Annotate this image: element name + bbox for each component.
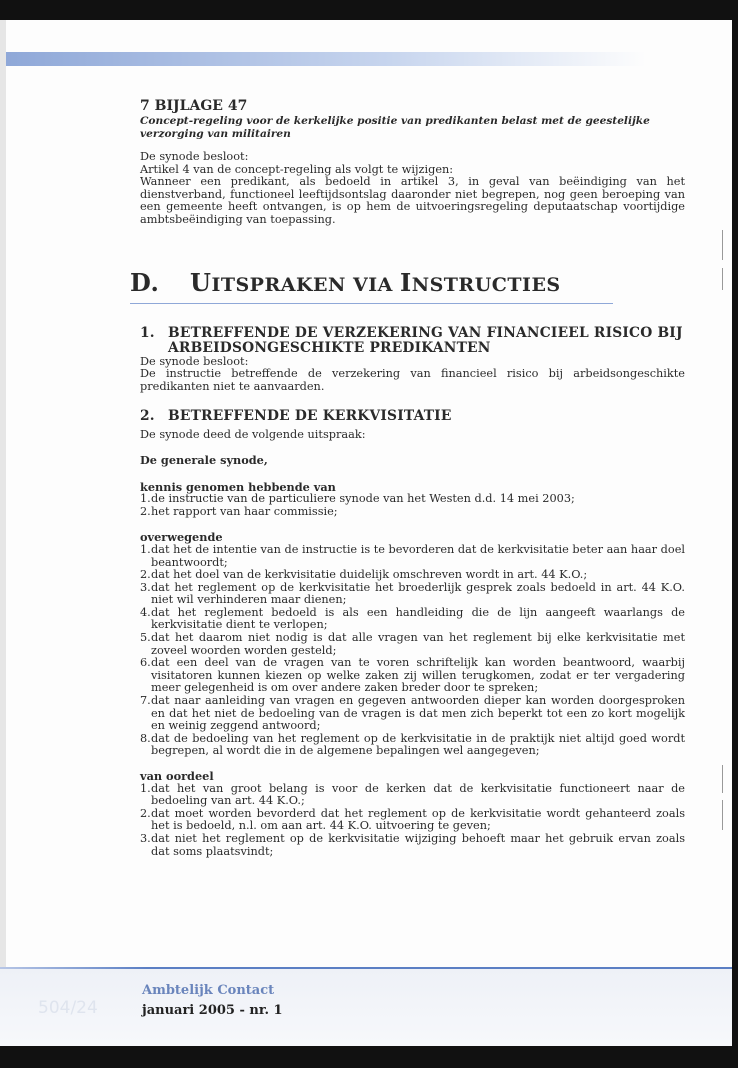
item-number: 5. [140,631,151,645]
section-title-part: NSTRUCTIES [411,273,561,296]
subsection-title: BETREFFENDE DE KERKVISITATIE [168,408,452,425]
bijlage-subtitle: Concept-regeling voor de kerkelijke positie van predikanten belast met de geestelijke verzorging van militairen [140,115,650,140]
list-item [140,506,685,519]
list-item [140,657,685,695]
item-text: dat het de intentie van de instructie is te bevorderen dat de kerkvisitatie beter aan haar doel beantwoordt; [151,542,685,569]
item-text: het rapport van haar commissie; [151,504,338,518]
item-number: 8. [140,731,151,745]
header-color-band [6,52,646,66]
item-text: dat moet worden bevorderd dat het reglement op de kerkvisitatie wordt gehanteerd zoals het is bedoeld, n.l. om aan art. 44 K.O. uitvoering te geven; [151,806,685,833]
item-text: dat het reglement bedoeld is als een handleiding die de lijn aangeeft waarlangs de kerkvisitatie dient te verlopen; [151,605,685,632]
item-number: 1. [140,781,151,795]
list-item [140,582,685,607]
item-text: de instructie van de particuliere synode van het Westen d.d. 14 mei 2003; [151,492,575,506]
subsection-heading-1 [140,326,685,356]
kennis-label: kennis genomen hebbende van [140,479,336,494]
section-title-initial: U [190,267,212,297]
footer-background [0,969,732,1046]
item-number: 4. [140,605,151,619]
bijlage-paragraph: Wanneer een predikant, als bedoeld in artikel 3, in geval van beëindiging van het dienstverband, functioneel leeftijdsontslag daaronder niet begrepen, nog geen beroeping van een gemeente heeft ontvangen, is op hem de uitvoeringsregeling deputaatschap voortijdige ambtsbeëindiging van toepassing. [140,175,685,226]
list-item [140,632,685,657]
sub1-line: De synode besloot: [140,354,249,368]
overwegende-label: overwegende [140,530,223,545]
item-text: dat het van groot belang is voor de kerken dat de kerkvisitatie functioneert naar de bedoeling van art. 44 K.O.; [151,781,685,808]
list-item [140,544,685,569]
item-text: dat niet het reglement op de kerkvisitatie wijziging behoeft maar het gebruik ervan zoals dat soms plaatsvindt; [151,831,685,858]
item-text: dat het doel van de kerkvisitatie duidelijk omschreven wordt in art. 44 K.O.; [151,568,588,582]
section-title-part: ITSPRAKEN VIA [211,273,400,296]
bijlage-line: De synode besloot: [140,150,249,163]
section-heading [130,268,613,304]
item-number: 7. [140,694,151,708]
oordeel-list [140,783,685,859]
item-number: 2. [140,504,151,518]
publication-issue: januari 2005 - nr. 1 [142,1003,283,1018]
scan-mark [722,800,723,830]
list-item [140,733,685,758]
overwegende-list [140,544,685,758]
item-text: dat het reglement op de kerkvisitatie het broederlijk gesprek zoals bedoeld in art. 44 K.O. niet wil verhinderen maar dienen; [151,580,685,607]
scan-mark [722,268,723,290]
section-letter: D. [130,267,160,297]
publication-name: Ambtelijk Contact [142,983,275,998]
list-item [140,493,685,506]
subsection-number: 1. [140,324,155,341]
generale-synode: De generale synode, [140,452,268,467]
item-number: 3. [140,831,151,845]
list-item [140,808,685,833]
bijlage-line: Artikel 4 van de concept-regeling als volgt te wijzigen: [140,162,454,176]
list-item [140,833,685,858]
subsection-heading-2 [140,409,685,424]
item-number: 1. [140,492,151,506]
page-number: 504/24 [38,998,98,1018]
scan-mark [722,765,723,793]
kennis-list [140,493,685,518]
item-text: dat de bedoeling van het reglement op de kerkvisitatie in de praktijk niet altijd goed wordt begrepen, al wordt die in de algemene bepalingen wel aangegeven; [151,731,685,758]
sub2-intro: De synode deed de volgende uitspraak: [140,428,366,442]
page-left-edge [0,20,6,1046]
document-content [130,97,685,858]
scan-border-right [732,0,738,1068]
sub1-text: De instructie betreffende de verzekering van financieel risico bij arbeidsongeschikte predikanten niet te aanvaarden. [140,367,685,393]
item-number: 3. [140,580,151,594]
scan-border-bottom [0,1046,738,1068]
item-text: dat een deel van de vragen van te voren schriftelijk kan worden beantwoord, waarbij visitatoren kunnen kiezen op welke zaken zij willen terugkomen, zodat er ter vergadering meer gelegenheid is om over andere zaken breder door te spreken; [151,656,685,695]
oordeel-label: van oordeel [140,769,214,783]
item-number: 2. [140,568,151,582]
item-text: dat naar aanleiding van vragen en gegeven antwoorden dieper kan worden doorgesproken en dat het niet de bedoeling van de vragen is dat men zich beperkt tot een zo kort mogelijk en weinig zeggend antwoord; [151,694,685,733]
scan-mark [722,230,723,260]
subsection-title: BETREFFENDE DE VERZEKERING VAN FINANCIEEL RISICO BIJ ARBEIDSONGESCHIKTE PREDIKANTEN [168,324,683,356]
item-text: dat het daarom niet nodig is dat alle vragen van het reglement bij elke kerkvisitatie met zoveel woorden worden gesteld; [151,631,685,657]
scan-border-top [0,0,738,20]
item-number: 6. [140,656,151,670]
item-number: 1. [140,542,151,556]
list-item [140,607,685,632]
item-number: 2. [140,806,151,820]
bijlage-title: 7 BIJLAGE 47 [140,98,248,114]
section-title-initial: I [399,267,412,297]
subsection-number: 2. [140,408,155,425]
list-item [140,695,685,733]
list-item [140,783,685,808]
list-item [140,569,685,582]
